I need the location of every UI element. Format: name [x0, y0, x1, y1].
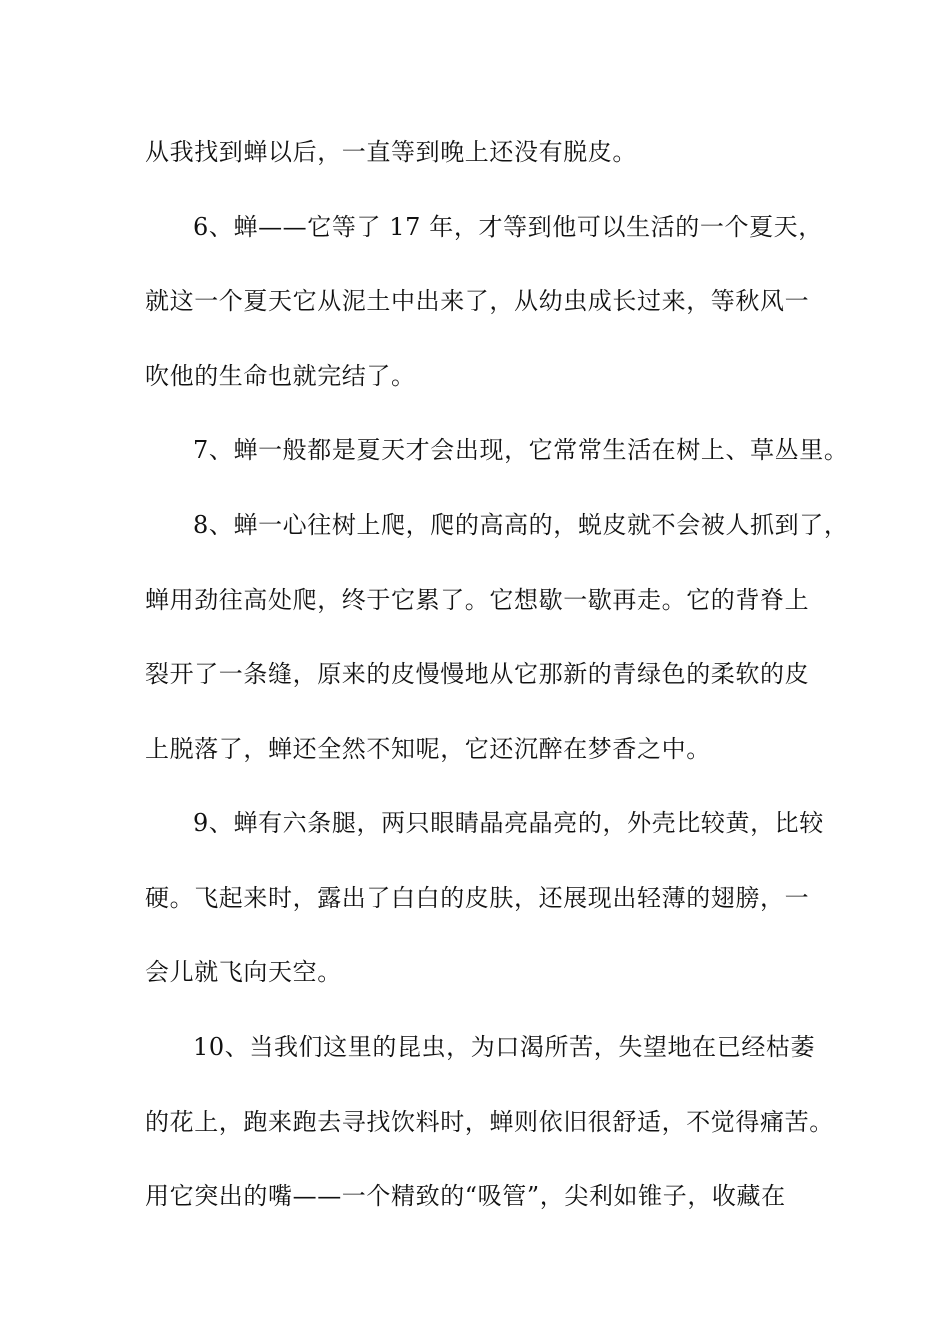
- text-line: 硬。飞起来时，露出了白白的皮肤，还展现出轻薄的翅膀，一: [145, 884, 810, 912]
- text-line: 会儿就飞向天空。: [145, 958, 342, 986]
- paragraph-7-line: 7、蝉一般都是夏天才会出现，它常常生活在树上、草丛里。: [193, 436, 849, 464]
- paragraph-8-line: 8、蝉一心往树上爬，爬的高高的，蜕皮就不会被人抓到了，: [193, 511, 849, 539]
- text-line: 上脱落了，蝉还全然不知呢，它还沉醉在梦香之中。: [145, 735, 711, 763]
- text-line: 裂开了一条缝，原来的皮慢慢地从它那新的青绿色的柔软的皮: [145, 660, 810, 688]
- text-line: 蝉用劲往高处爬，终于它累了。它想歇一歇再走。它的背脊上: [145, 586, 810, 614]
- text-line: 吹他的生命也就完结了。: [145, 362, 416, 390]
- text-line: 用它突出的嘴——一个精致的“吸管”，尖利如锥子，收藏在: [145, 1182, 786, 1210]
- text-line: 从我找到蝉以后，一直等到晚上还没有脱皮。: [145, 138, 637, 166]
- text-line: 的花上，跑来跑去寻找饮料时，蝉则依旧很舒适，不觉得痛苦。: [145, 1108, 834, 1136]
- paragraph-10-line: 10、当我们这里的昆虫，为口渴所苦，失望地在已经枯萎: [193, 1033, 816, 1061]
- paragraph-9-line: 9、蝉有六条腿，两只眼睛晶亮晶亮的，外壳比较黄，比较: [193, 809, 824, 837]
- paragraph-6-line: 6、蝉——它等了 17 年，才等到他可以生活的一个夏天，: [193, 213, 823, 241]
- text-line: 就这一个夏天它从泥土中出来了，从幼虫成长过来，等秋风一: [145, 287, 810, 315]
